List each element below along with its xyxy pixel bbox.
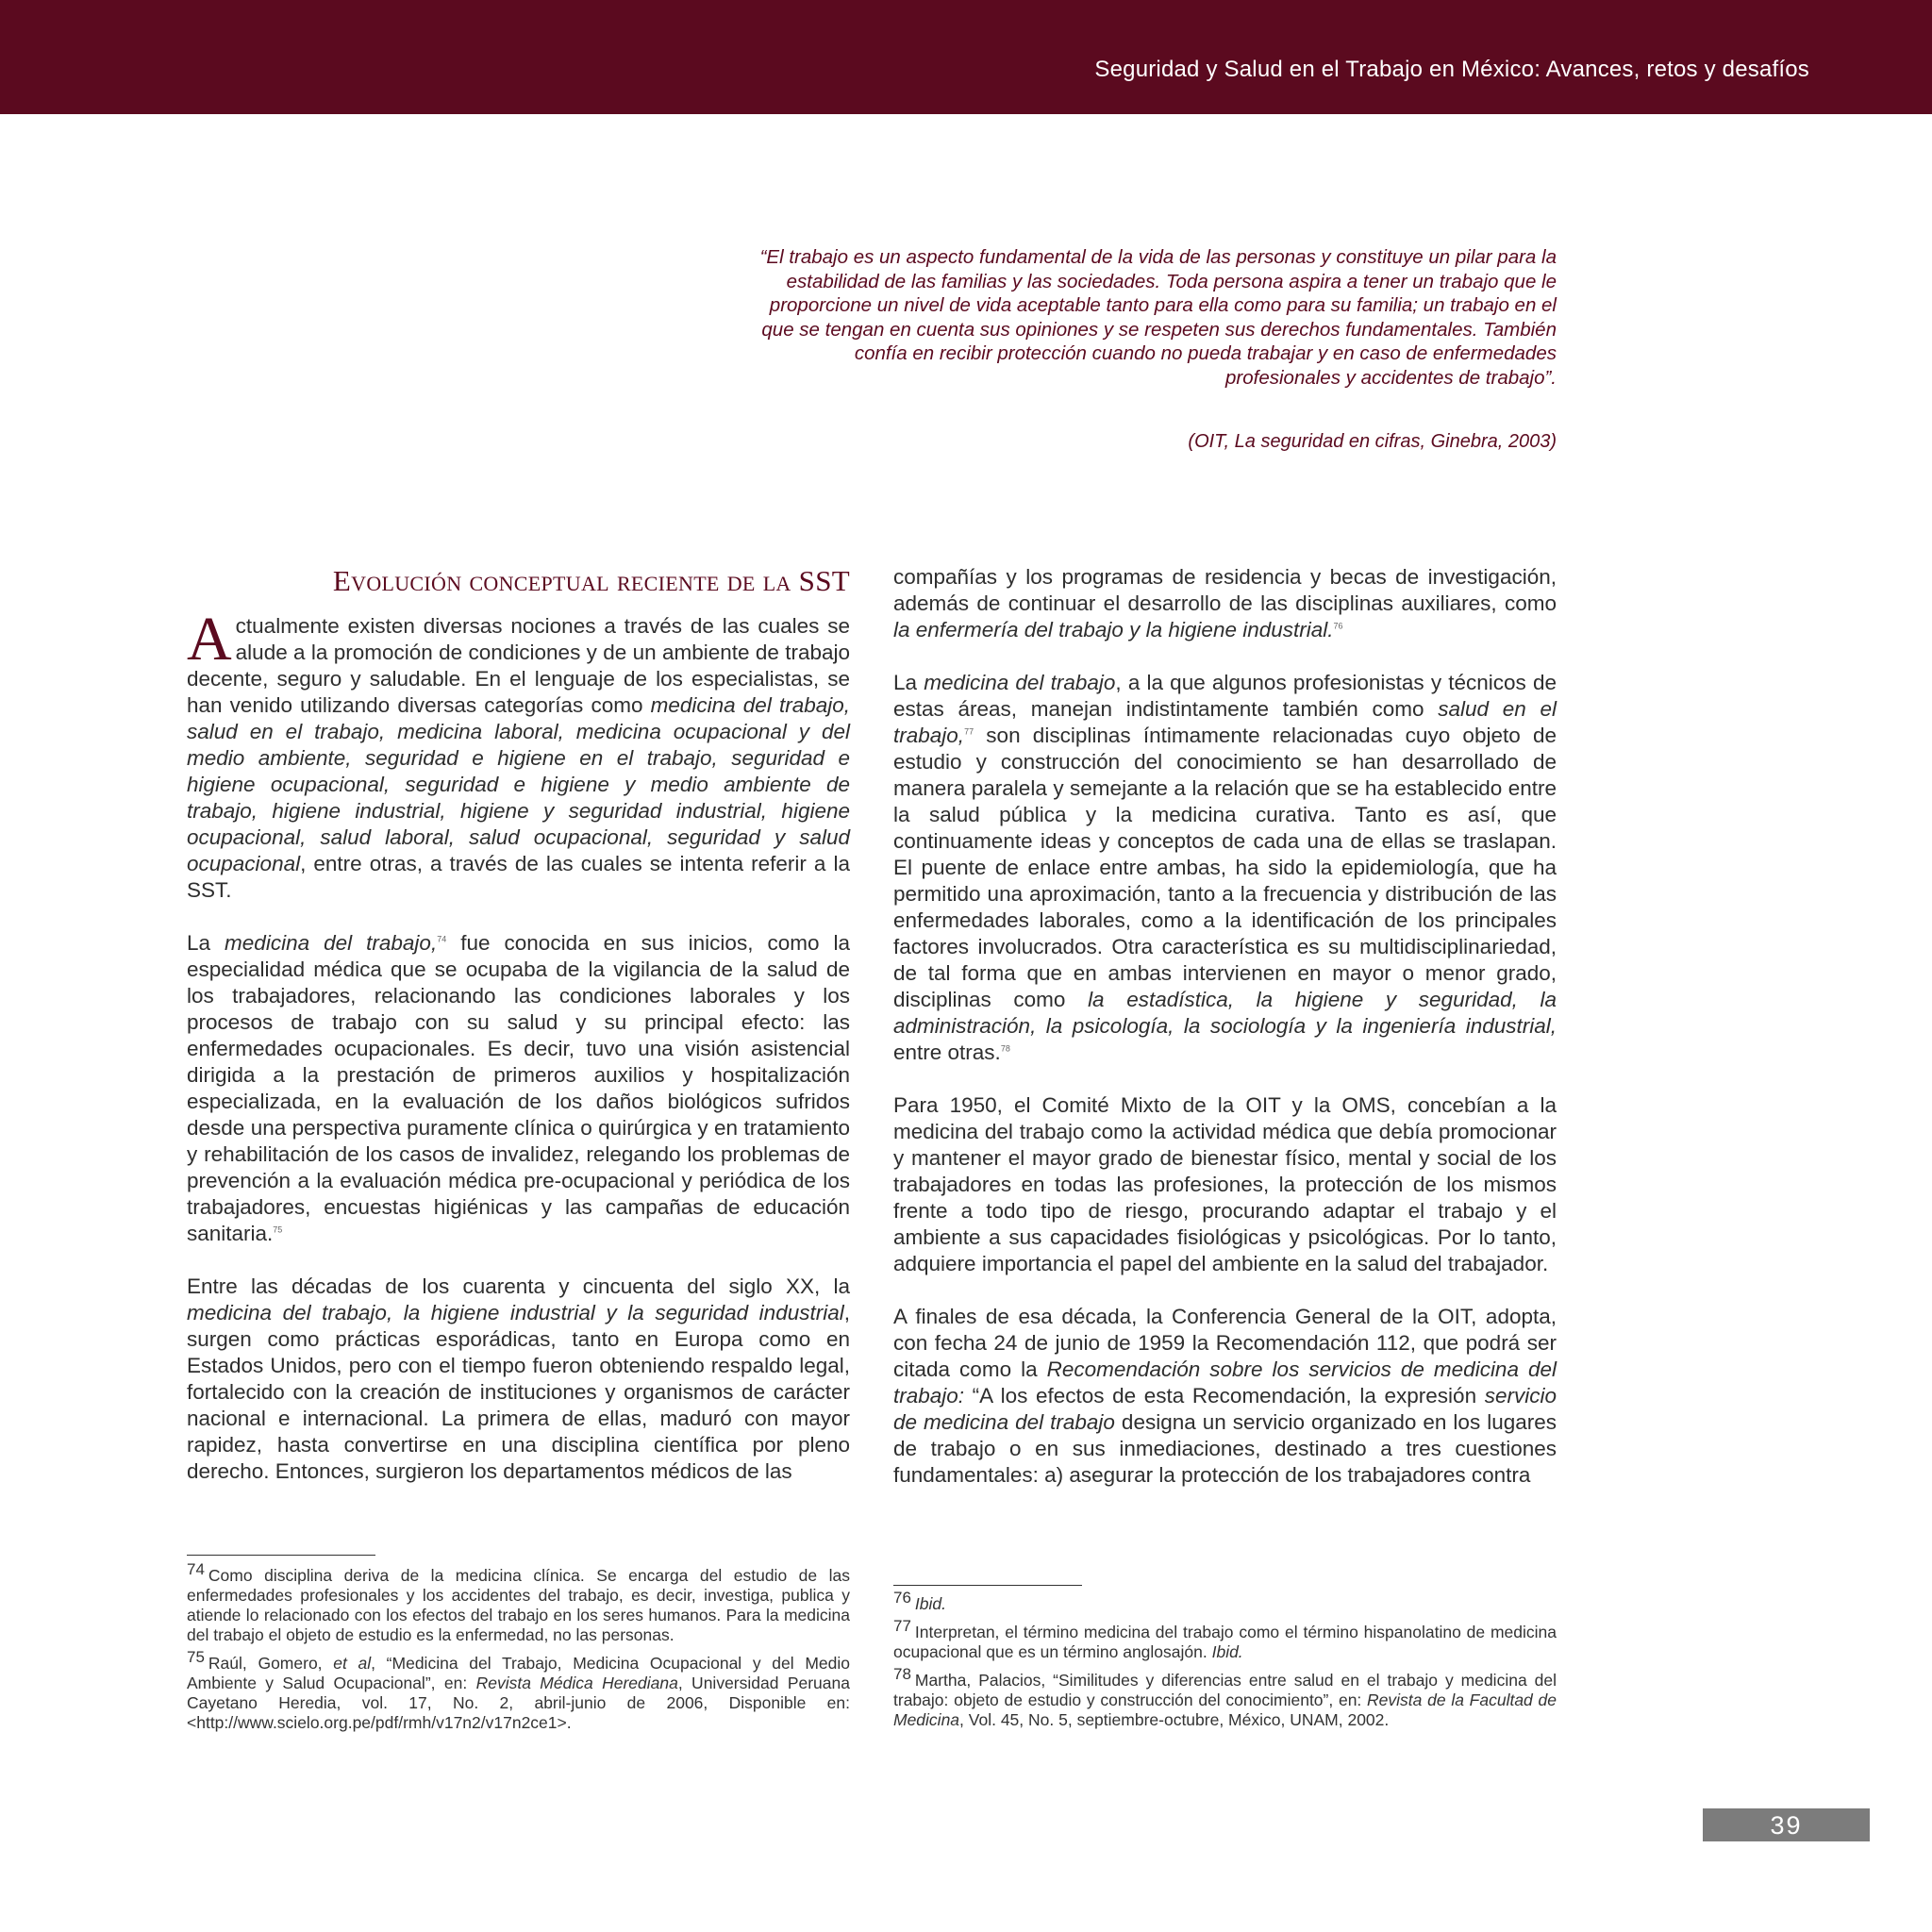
paragraph-3: Entre las décadas de los cuarenta y cincuenta del siglo XX, la medicina del trabajo, la higiene industrial y la seguridad industrial, surgen como prácticas esporádicas, tanto en Europa como en Estados Unidos, pero con el tiempo fueron obteniendo respaldo legal, fortalecido con la creación de instituciones y organismos de carácter nacional e internacional. La primera de ellas, maduró con mayor rapidez, hasta convertirse en una disciplina científica por pleno derecho. Entonces, surgieron los departamentos médicos de las [187, 1274, 850, 1483]
epigraph-source: (OIT, La seguridad en cifras, Ginebra, 2003) [1188, 431, 1557, 452]
footnote-75: 75 Raúl, Gomero, et al, “Medicina del Trabajo, Medicina Ocupacional y del Medio Ambiente y Salud Ocupacional”, en: Revista Médica Herediana, Universidad Peruana Cayetano Heredia, vol. 17, No. 2, abril-junio de 2006, Disponible en: <http://www.scielo.org.pe/pdf/rmh/v17n2/v17n2ce1>. [187, 1648, 851, 1732]
footnotes-right [893, 1589, 1557, 1739]
footnote-ref-74[interactable]: 74 [437, 934, 447, 944]
page-number: 39 [1703, 1808, 1870, 1841]
footnote-ref-75[interactable]: 75 [273, 1224, 283, 1235]
epigraph-quote: “El trabajo es un aspecto fundamental de la vida de las personas y constituye un pilar para la estabilidad de las familias y las sociedades. Toda persona aspira a tener un trabajo que le proporcione un nivel de vida aceptable tanto para ella como para su familia; un trabajo en el que se tengan en cuenta sus opiniones y se respeten sus derechos fundamentales. También confía en recibir protección cuando no pueda trabajar y en caso de enfermedades profesionales y accidentes de trabajo”. [759, 246, 1557, 389]
footnote-ref-77[interactable]: 77 [964, 726, 974, 737]
paragraph-1: Actualmente existen diversas nociones a través de las cuales se alude a la promoción de condiciones y de un ambiente de trabajo decente, seguro y saludable. En el lenguaje de los especialistas, se han venido utilizando diversas categorías como medicina del trabajo, salud en el trabajo, medicina laboral, medicina ocupacional y del medio ambiente, seguridad e higiene en el trabajo, seguridad e higiene ocupacional, seguridad e higiene y medio ambiente de trabajo, higiene industrial, higiene y seguridad industrial, higiene ocupacional, salud laboral, salud ocupacional, seguridad y salud ocupacional, entre otras, a través de las cuales se intenta referir a la SST. [187, 605, 851, 902]
header-band [0, 0, 1932, 114]
paragraph-2: La medicina del trabajo,$^{74}$ fue conocida en sus inicios, como la especialidad médica que se ocupaba de la vigilancia de la salud de los trabajadores, relacionando las condiciones laborales y los procesos de trabajo con su salud y su principal efecto: las enfermedades ocupacionales. Es decir, tuvo una visión asistencial dirigida a la prestación de primeros auxilios y hospitalización especializada, en la evaluación de los daños biológicos sufridos desde una perspectiva puramente clínica o quirúrgica y en tratamiento y rehabilitación de los casos de invalidez, relegando los problemas de prevención a la evaluación médica pre-ocupacional y periódica de los trabajadores, encuestas higiénicas y las campañas de educación sanitaria.$^{75}$ [187, 931, 851, 1245]
footnotes-left [187, 1560, 851, 1741]
paragraph-7: A finales de esa década, la Conferencia General de la OIT, adopta, con fecha 24 de junio de 1959 la Recomendación 112, que podrá ser citada como la Recomendación sobre los servicios de medicina del trabajo: “A los efectos de esta Recomendación, la expresión servicio de medicina del trabajo designa un servicio organizado en los lugares de trabajo o en sus inmediaciones, destinado a tres cuestiones fundamentales: a) asegurar la protección de los trabajadores contra [893, 1305, 1557, 1487]
footnote-ref-76[interactable]: 76 [1333, 621, 1343, 631]
footnote-74: 74 Como disciplina deriva de la medicina clínica. Se encarga del estudio de las enfermedades profesionales y los accidentes del trabajo, es decir, investiga, publica y atiende lo relacionado con los efectos del trabajo en los seres humanos. Para la medicina del trabajo el objeto de estudio es la enfermedad, no las personas. [187, 1560, 850, 1644]
footnote-76: 76 Ibid. [893, 1589, 946, 1613]
footnote-77: 77 Interpretan, el término medicina del trabajo como el término hispanolatino de medicina ocupacional que es un término anglosajón. Ibid. [893, 1617, 1557, 1661]
paragraph-6: Para 1950, el Comité Mixto de la OIT y la OMS, concebían a la medicina del trabajo como la actividad médica que debía promocionar y mantener el mayor grado de bienestar físico, mental y social de los trabajadores en todas las profesiones, la protección de los mismos frente a todo tipo de riesgo, procurando adaptar el trabajo y el ambiente a sus capacidades fisiológicas y psicológicas. Por lo tanto, adquiere importancia el papel del ambiente en la salud del trabajador. [893, 1093, 1557, 1275]
right-column [893, 564, 1557, 1515]
footnote-ref-78[interactable]: 78 [1000, 1043, 1010, 1054]
running-header-title: Seguridad y Salud en el Trabajo en México: Avances, retos y desafíos [1094, 57, 1809, 82]
section-title: Evolución conceptual reciente de la SST [332, 564, 850, 597]
paragraph-4: compañías y los programas de residencia y becas de investigación, además de continuar el desarrollo de las disciplinas auxiliares, como la enfermería del trabajo y la higiene industrial.$^{76}$ [893, 565, 1557, 641]
footnote-divider-left [187, 1555, 375, 1556]
drop-cap: A [187, 605, 232, 674]
footnote-78: 78 Martha, Palacios, “Similitudes y diferencias entre salud en el trabajo y medicina del trabajo: objeto de estudio y construcción del conocimiento”, en: Revista de la Facultad de Medicina, Vol. 45, No. 5, septiembre-octubre, México, UNAM, 2002. [893, 1665, 1557, 1729]
paragraph-5: La medicina del trabajo, a la que algunos profesionistas y técnicos de estas áreas, manejan indistintamente también como salud en el trabajo,$^{77}$ son disciplinas íntimamente relacionadas cuyo objeto de estudio y construcción del conocimiento se han desarrollado de manera paralela y semejante a la relación que se ha establecido entre la salud pública y la medicina curativa. Tanto es así, que continuamente ideas y conceptos de cada una de ellas se traslapan. El puente de enlace entre ambas, ha sido la epidemiología, que ha permitido una aproximación, tanto a la frecuencia y distribución de las enfermedades laborales, como a la identificación de los principales factores involucrados. Otra característica es su multidisciplinariedad, de tal forma que en ambas intervienen en mayor o menor grado, disciplinas como la estadística, la higiene y seguridad, la administración, la psicología, la sociología y la ingeniería industrial, entre otras.$^{78}$ [893, 671, 1557, 1064]
footnote-divider-right [893, 1585, 1082, 1586]
left-column [187, 564, 850, 1511]
